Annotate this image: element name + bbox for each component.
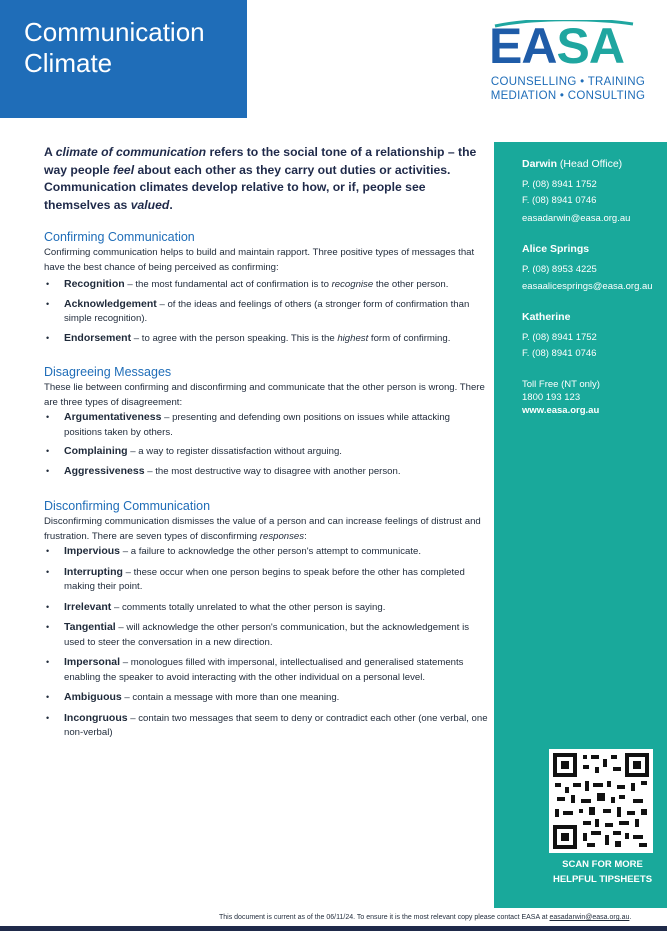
katherine-fax: F. (08) 8941 0746 [522, 348, 597, 359]
alice-email-link[interactable]: easaalicesprings@easa.org.au [522, 281, 653, 292]
tollfree-number: 1800 193 123 [522, 392, 581, 403]
list-item: • Argumentativeness – presenting and defending own positions on issues while attacking positions taken by others. [46, 411, 450, 438]
logo-wordmark: EASA [489, 18, 624, 74]
list-item: • Complaining – a way to register dissatisfaction without arguing. [46, 445, 342, 457]
title-banner [0, 0, 247, 118]
darwin-email-link[interactable]: easadarwin@easa.org.au [522, 212, 631, 224]
darwin-fax: F. (08) 8941 0746 [522, 195, 597, 206]
list-item: • Interrupting – these occur when one person begins to speak before the other has completed making their point. [46, 565, 465, 592]
intro-paragraph: A climate of communication refers to the social tone of a relationship – the way people feel about each other as they carry out duties or activities. Communication climates develop relative to how, or if, people see themselves as valued. [44, 145, 477, 212]
qr-code-icon [553, 753, 649, 849]
contact-sidebar [494, 142, 667, 908]
logo-tagline: COUNSELLING • TRAINING MEDIATION • CONSULTING [490, 76, 646, 102]
contact-alice-springs: Alice Springs P. (08) 8953 4225 easaalicesprings@easa.org.au [522, 241, 653, 296]
list-item: • Ambiguous – contain a message with more than one meaning. [46, 691, 340, 703]
footer-bar [0, 926, 667, 931]
list-item: • Tangential – will acknowledge the other person's communication, but the acknowledgement is used to steer the conversation in a new direction. [46, 621, 469, 648]
list-item: • Impersonal – monologues filled with impersonal, intellectualised and generalised statements enabling the speaker to avoid interacting with the other individual on a personal level. [46, 656, 464, 683]
footer-email-link[interactable]: easadarwin@easa.org.au [549, 914, 630, 921]
website-link[interactable]: www.easa.org.au [522, 405, 600, 416]
tollfree-label: Toll Free (NT only) [522, 379, 600, 390]
contact-katherine: Katherine P. (08) 8941 1752 F. (08) 8941 0746 [522, 309, 597, 363]
page-title [24, 17, 205, 79]
easa-logo [483, 20, 653, 105]
list-item: • Aggressiveness – the most destructive way to disagree with another person. [46, 464, 401, 477]
darwin-phone: P. (08) 8941 1752 [522, 178, 597, 190]
footer-note: This document is current as of the 06/11/24. To ensure it is the most relevant copy please contact EASA at easadarwin@easa.org.au. [219, 914, 632, 921]
section-disagreeing [44, 364, 489, 479]
section-lead: Disconfirming communication dismisses the value of a person and can increase feelings of distrust and frustration. There are seven types of disconfirming responses: [44, 516, 481, 542]
section-confirming [44, 229, 489, 346]
title-line2: Climate [24, 48, 113, 78]
section-heading: Confirming Communication [44, 230, 195, 244]
katherine-phone: P. (08) 8941 1752 [522, 331, 597, 343]
list-item: • Recognition – the most fundamental act of confirmation is to recognise the other person. [46, 278, 449, 290]
list-item: • Impervious – a failure to acknowledge the other person's attempt to communicate. [46, 545, 422, 557]
section-heading: Disconfirming Communication [44, 499, 211, 513]
contact-tollfree [522, 378, 600, 417]
list-item: • Irrelevant – comments totally unrelated to what the other person is saying. [46, 600, 386, 613]
contact-darwin: Darwin (Head Office) P. (08) 8941 1752 F. (08) 8941 0746 easadarwin@easa.org.au [522, 156, 630, 227]
section-lead: These lie between confirming and disconfirming and communicate that the other person is wrong. There are three types of disagreement: [44, 382, 485, 408]
section-lead: Confirming communication helps to build and maintain rapport. Three positive types of messages that have the best chance of being perceived as confirming: [44, 247, 475, 273]
alice-phone: P. (08) 8953 4225 [522, 263, 597, 275]
list-item: • Endorsement – to agree with the person speaking. This is the highest form of confirming. [46, 331, 451, 344]
section-heading: Disagreeing Messages [44, 365, 172, 379]
list-item: • Acknowledgement – of the ideas and feelings of others (a stronger form of confirmation than simple recognition). [46, 297, 470, 324]
list-item: • Incongruous – contain two messages that seem to deny or contradict each other (one verbal, one non-verbal) [46, 711, 488, 738]
qr-code[interactable] [549, 749, 653, 853]
section-disconfirming [44, 498, 489, 741]
title-line1: Communication [24, 17, 205, 47]
qr-caption: SCAN FOR MORE HELPFUL TIPSHEETS [552, 859, 653, 885]
